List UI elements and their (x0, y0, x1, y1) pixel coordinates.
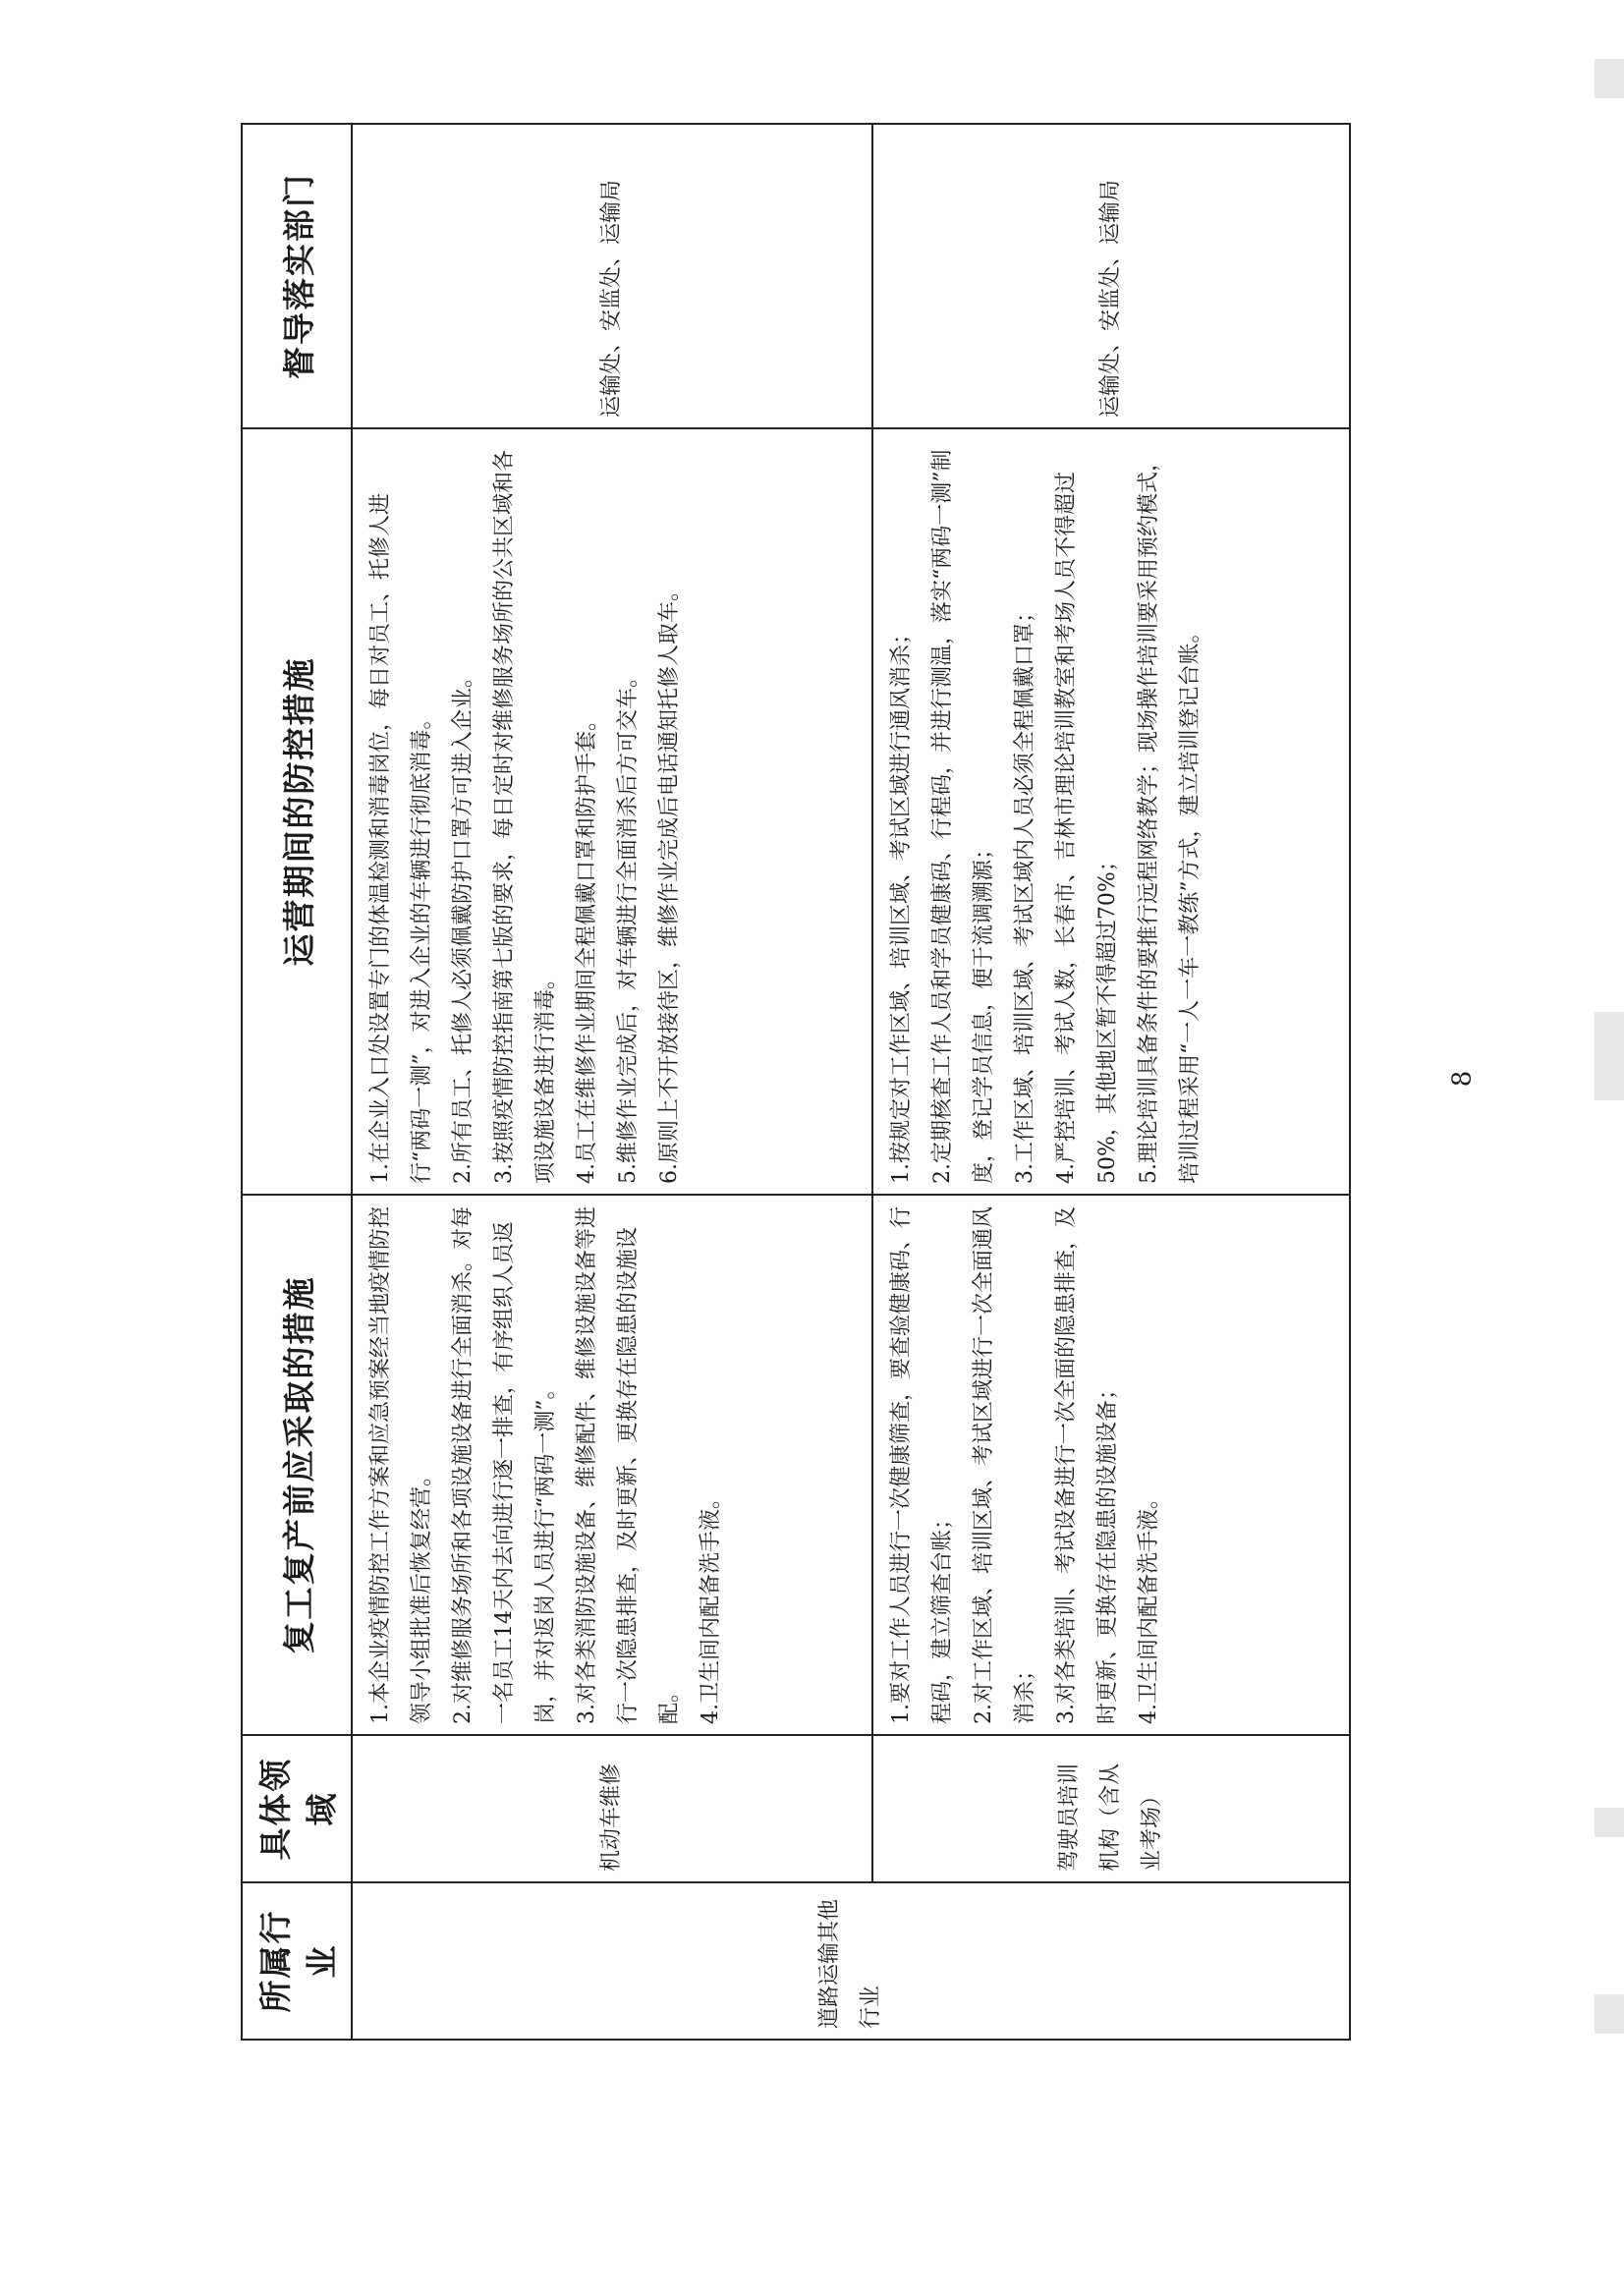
domain-cell: 机动车维修 (352, 1735, 872, 1882)
header-ops-measures: 运营期间的防控措施 (242, 428, 352, 1195)
table-row (352, 124, 872, 2040)
scan-edge-mark (1595, 1994, 1624, 2034)
list-item: 1.要对工作人员进行一次健康筛查，要查验健康码、行程码，建立筛查台账； (889, 1206, 955, 1724)
list-item: 2.对工作区域、培训区域、考试区域进行一次全面通风消杀； (972, 1206, 1037, 1724)
pre-measures-cell (872, 1195, 1350, 1735)
list-item: 5.维修作业完成后，对车辆进行全面消杀后方可交车。 (616, 666, 641, 1184)
header-dept: 督导落实部门 (242, 124, 352, 428)
ops-measures-cell (872, 428, 1350, 1195)
pre-measures-cell (352, 1195, 872, 1735)
scan-edge-mark (1595, 59, 1624, 98)
scan-edge-mark (1595, 1012, 1624, 1100)
dept-cell: 运输处、安监处、运输局 (352, 124, 872, 428)
list-item: 2.所有员工、托修人必须佩戴防护口罩方可进入企业。 (451, 666, 476, 1184)
page-number: 8 (1447, 1070, 1478, 1088)
rotated-table-region (241, 125, 1351, 2041)
list-item: 4.员工在维修作业期间全程佩戴口罩和防护手套。 (575, 709, 599, 1184)
list-item: 5.理论培训具备条件的要推行远程网络教学；现场操作培训要采用预约模式，培训过程采用“一人一车一教练”方式，建立培训登记台账。 (1137, 450, 1203, 1184)
table-header-row (242, 124, 352, 2040)
measures-table (241, 123, 1351, 2041)
ops-measures-cell (352, 428, 872, 1195)
list-item: 3.工作区域、培训区域、考试区域内人员必须全程佩戴口罩； (1013, 601, 1037, 1184)
list-item: 1.在企业入口处设置专门的体温检测和消毒岗位，每日对员工、托修人进行“两码一测”，对进入企业的车辆进行彻底消毒。 (368, 493, 434, 1184)
list-item: 4.卫生间内配备洗手液。 (699, 1487, 723, 1724)
header-pre-measures: 复工复产前应采取的措施 (242, 1195, 352, 1735)
header-domain: 具体领域 (242, 1735, 352, 1882)
dept-cell: 运输处、安监处、运输局 (872, 124, 1350, 428)
list-item: 1.按规定对工作区域、培训区域、考试区域进行通风消杀； (889, 623, 914, 1184)
list-item: 3.对各类消防设施设备、维修配件、维修设施设备等进行一次隐患排查，及时更新、更换存在隐患的设施设配。 (575, 1206, 682, 1724)
list-item: 6.原则上不开放接待区，维修作业完成后电话通知托修人取车。 (657, 580, 682, 1184)
list-item: 2.定期核查工作人员和学员健康码、行程码，并进行测温，落实“两码一测”制度，登记学员信息，便于流调溯源； (930, 449, 996, 1184)
list-item: 4.卫生间内配备洗手液。 (1137, 1487, 1161, 1724)
domain-cell: 驾驶员培训机构（含从业考场） (872, 1735, 1350, 1882)
list-item: 3.按照疫情防控指南第七版的要求，每日定时对维修服务场所的公共区域和各项设施设备进行消毒。 (492, 450, 558, 1184)
table-row (872, 124, 1350, 2040)
industry-cell: 道路运输其他行业 (352, 1882, 1350, 2040)
list-item: 2.对维修服务场所和各项设施设备进行全面消杀。对每一名员工14天内去向进行逐一排查，有序组织人员返岗，并对返岗人员进行“两码一测”。 (451, 1206, 558, 1724)
list-item: 1.本企业疫情防控工作方案和应急预案经当地疫情防控领导小组批准后恢复经营。 (368, 1206, 434, 1724)
list-item: 4.严控培训、考试人数，长春市、吉林市理论培训教室和考场人员不得超过50%，其他地区暂不得超过70%； (1054, 472, 1120, 1184)
header-industry: 所属行业 (242, 1882, 352, 2040)
scan-edge-mark (1595, 1808, 1624, 1837)
list-item: 3.对各类培训、考试设备进行一次全面的隐患排查，及时更新、更换存在隐患的设施设备； (1054, 1206, 1120, 1724)
